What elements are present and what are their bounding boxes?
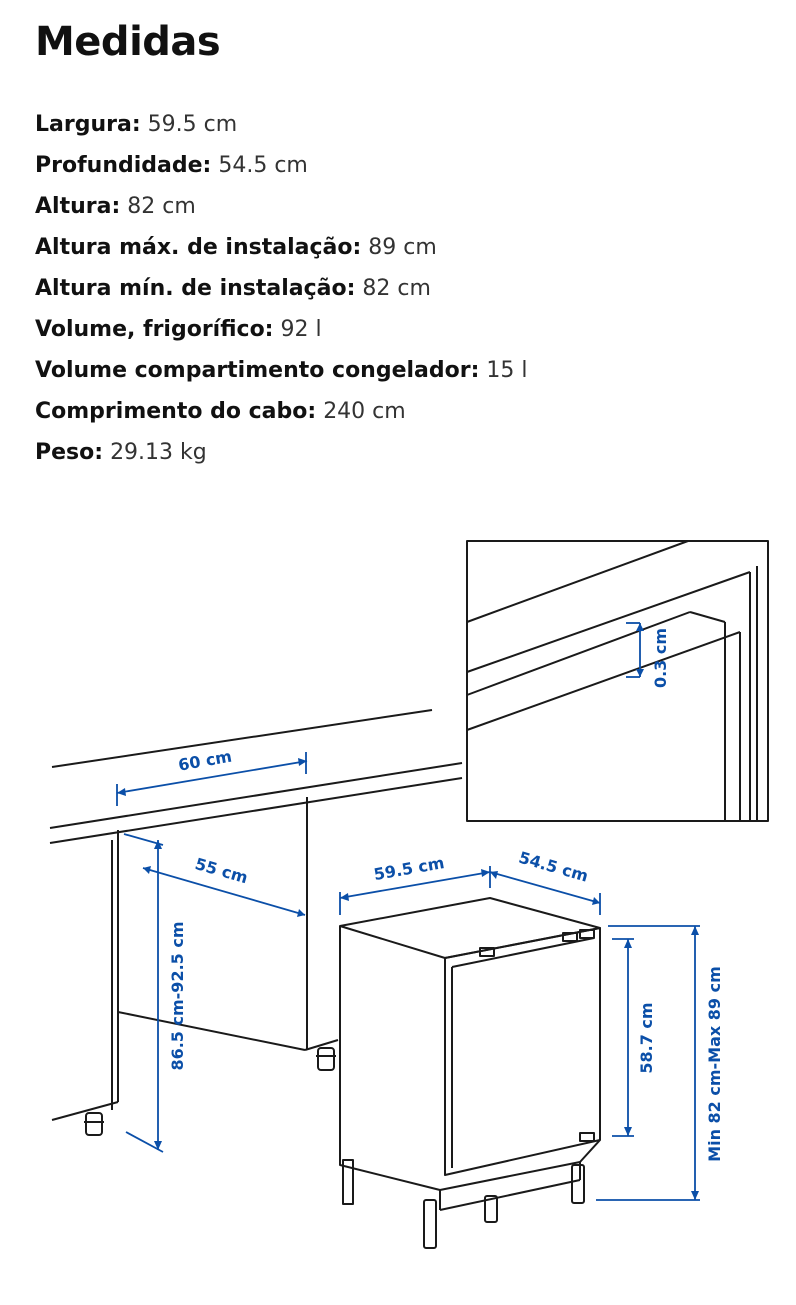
dimension-label-door-height: 58.7 cm — [637, 1002, 656, 1074]
fridge-drawing — [340, 898, 600, 1248]
spec-label: Altura: — [35, 194, 121, 219]
spec-list — [35, 104, 528, 473]
spec-value: 29.13 kg — [110, 440, 207, 465]
spec-label: Volume compartimento congelador: — [35, 358, 480, 383]
spec-value: 15 l — [486, 358, 528, 383]
gap-detail-inset — [467, 541, 768, 821]
spec-label: Peso: — [35, 440, 104, 465]
spec-value: 240 cm — [323, 399, 406, 424]
spec-label: Largura: — [35, 112, 141, 137]
spec-value: 82 cm — [127, 194, 196, 219]
spec-label: Volume, frigorífico: — [35, 317, 274, 342]
spec-item-altura-min — [35, 268, 528, 309]
dimension-label-install-height: Min 82 cm-Max 89 cm — [705, 966, 724, 1162]
countertop-cabinet-drawing — [50, 710, 462, 1135]
dimensions-diagram — [0, 520, 796, 1300]
spec-item-largura — [35, 104, 528, 145]
dimension-label-opening-height: 86.5 cm-92.5 cm — [168, 921, 187, 1071]
dimension-lines — [117, 623, 700, 1200]
dimension-label-fridge-depth: 54.5 cm — [516, 847, 591, 886]
spec-value: 82 cm — [362, 276, 431, 301]
spec-item-volume-frigorifico — [35, 309, 528, 350]
spec-item-altura-max — [35, 227, 528, 268]
dimension-label-fridge-width: 59.5 cm — [372, 853, 446, 885]
spec-item-profundidade — [35, 145, 528, 186]
dimension-label-cabinet-depth: 55 cm — [192, 854, 251, 888]
spec-item-altura — [35, 186, 528, 227]
spec-item-cabo — [35, 391, 528, 432]
spec-label: Comprimento do cabo: — [35, 399, 317, 424]
spec-label: Altura máx. de instalação: — [35, 235, 362, 260]
spec-value: 92 l — [280, 317, 322, 342]
spec-item-volume-congelador — [35, 350, 528, 391]
spec-label: Altura mín. de instalação: — [35, 276, 356, 301]
spec-value: 59.5 cm — [147, 112, 238, 137]
dimension-label-gap: 0.3 cm — [651, 627, 670, 689]
spec-label: Profundidade: — [35, 153, 212, 178]
dimension-label-countertop-depth: 60 cm — [176, 746, 234, 775]
page-title: Medidas — [35, 19, 221, 65]
spec-value: 89 cm — [368, 235, 437, 260]
spec-item-peso — [35, 432, 528, 473]
dimension-arrowheads — [117, 623, 699, 1200]
spec-value: 54.5 cm — [218, 153, 308, 178]
